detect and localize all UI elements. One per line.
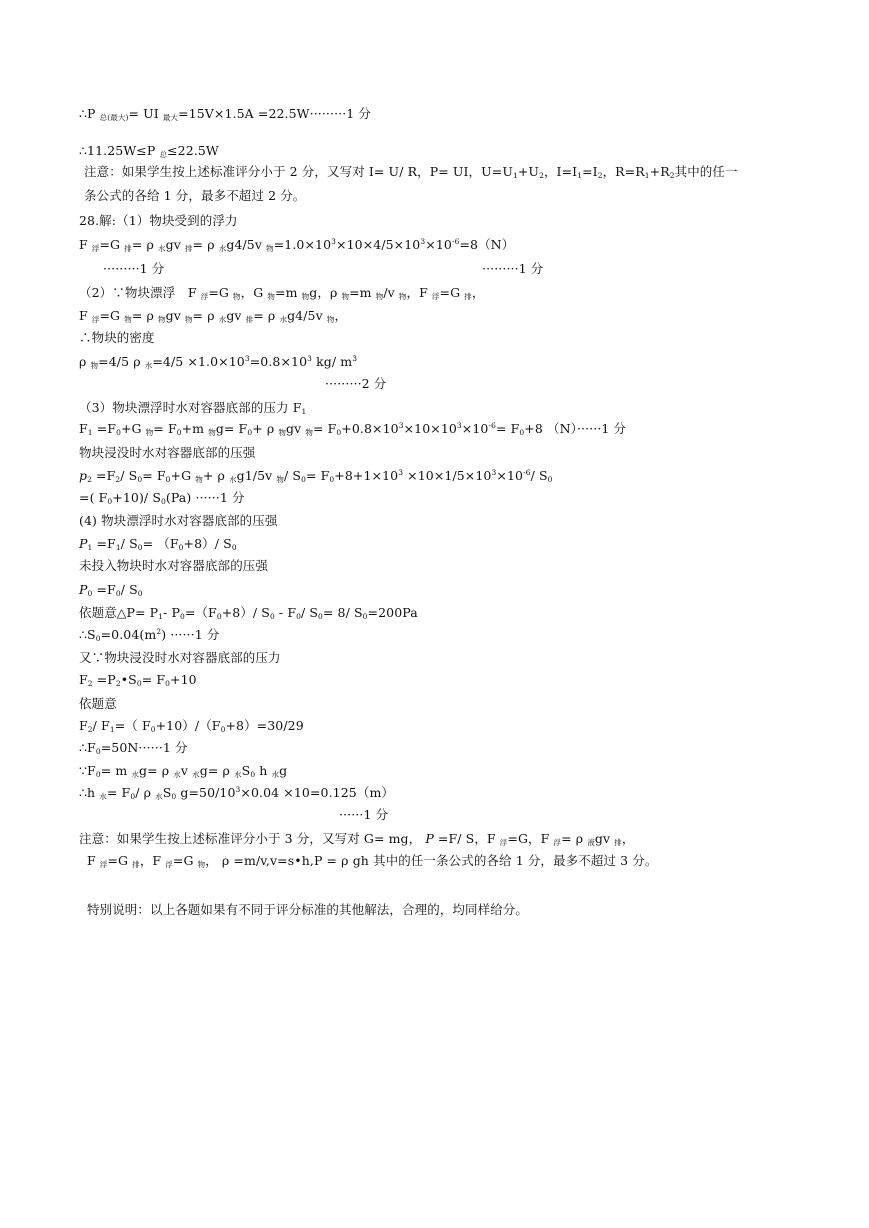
score-mark: ·········1 分 (103, 261, 165, 276)
score-mark: ·········1 分 (482, 261, 544, 276)
text-line: (4) 物块漂浮时水对容器底部的压强 (79, 513, 278, 528)
text-line: $F_2$ $=P_2•S_0= F_0+10$ (79, 672, 197, 688)
text-line: $p_2 =F_2/$ $S_0= F_0+G$ $_物$+ ρ $_水$g1/5v $_物$/ $S_0= F_0+8+1\times 10^3 \times 10\times 1/5\times 10^3\times 10^{-6}/$ $S_0$ (79, 468, 553, 484)
text-line: $F_1 =F_0+G$ $_物= F_0+m$ $_物g= F_0+ \rho$ $_物$gv $_物= F_0+0.8\times 10^3\times 10\times 10^3\times 10^{-6}= F_0+8$ （N）······1 分 (79, 421, 627, 437)
text-line: $\therefore S_0=0.04(m^2) \cdot\cdot\cdot\cdot\cdot\cdot 1$ 分 (79, 627, 220, 643)
score-mark: ·········2 分 (325, 376, 387, 391)
text-line: F $_浮$=G $_排$= ρ $_水$gv $_排$= ρ $_水$g4/5v $_物=1.0\times 10^3\times 10\times 4/5\times 10^3\times 10^{-6}=8(N)$ (79, 237, 515, 253)
text-line: $P_0 =F_0/$ $S_0$ (79, 582, 143, 598)
text-line: 又∵物块浸没时水对容器底部的压力 (79, 650, 281, 665)
text-line: 未投入物块时水对容器底部的压强 (79, 558, 269, 573)
text-line: 28.解:（1）物块受到的浮力 (79, 213, 238, 228)
text-line: 注意：如果学生按上述标准评分小于 3 分，又写对 G= mg， P =F/ S，F $_浮$=G，F $_浮$= ρ $_液$gv $_排$， (79, 831, 635, 847)
score-mark: ······1 分 (339, 807, 389, 822)
text-line: ∴h $_水= F_0/$ ρ $_水S_0$ $g=50/10^3\times 0.04 \times 10=0.125(m)$ (79, 785, 394, 801)
text-line: ∴11.25W≤P $_总$≤22.5W (79, 143, 219, 159)
text-line: F $_浮$=G $_物$= ρ $_物$gv $_物$= ρ $_水$gv $_排$= ρ $_水$g4/5v $_物$， (79, 308, 348, 324)
text-line: 依题意 (79, 696, 117, 711)
text-line: ∴物块的密度 (79, 330, 155, 345)
text-line: 依题意△P= $P_1-$ $P_0=(F_0+8)/$ $S_0 - F_0/$ $S_0= 8/$ $S_0=200Pa$ (79, 605, 418, 621)
text-line: $P_1 =F_1/$ $S_0= (F_0+8)/$ $S_0$ (79, 536, 237, 552)
special-note: 特别说明：以上各题如果有不同于评分标准的其他解法，合理的，均同样给分。 (87, 902, 529, 917)
text-line: （3）物块漂浮时水对容器底部的压力 $F_1$ (79, 400, 307, 416)
text-line: $\because F_0= m$ $_水$g= ρ $_水$v $_水$g= ρ $_水S_0$ h $_水$g (79, 763, 288, 779)
text-line: $\therefore F_0=50N\cdot\cdot\cdot\cdot\cdot\cdot 1$ 分 (79, 740, 188, 756)
text-line: =( $F_0+10)/$ $S_0(Pa) \cdot\cdot\cdot\cdot\cdot\cdot 1$ 分 (79, 490, 245, 506)
text-line: 条公式的各给 1 分，最多不超过 2 分。 (84, 188, 306, 203)
text-line: （2）∵物块漂浮 F $_浮$=G $_物$，G $_物$=m $_物$g，ρ $_物$=m $_物$/v $_物$，F $_浮$=G $_排$， (79, 285, 485, 301)
text-line: 物块浸没时水对容器底部的压强 (79, 445, 256, 460)
text-line: ∴P $_{总(最大)}$= UI $_{最大}$=15V×1.5A =22.5W·········1 分 (79, 106, 372, 122)
text-line: ρ $_物$=4/5 ρ $_水=4/5 \times 1.0\times 10^3=0.8\times 10^3$ kg/ $m^3$ (79, 354, 358, 370)
text-line: $F_2/$ $F_1=$（ $F_0+10)/(F_0+8)=30/29$ (79, 718, 304, 734)
text-line: 注意：如果学生按上述标准评分小于 2 分，又写对 I= U/ R，P= UI，$U=U_1+U_2$，$I=I_1=I_2$，$R=R_1+R_2$其中的任一 (84, 164, 738, 180)
text-line: F $_浮$=G $_排$，F $_浮$=G $_物$， ρ =m/v,v=s•h,P = ρ gh 其中的任一条公式的各给 1 分，最多不超过 3 分。 (87, 853, 658, 869)
